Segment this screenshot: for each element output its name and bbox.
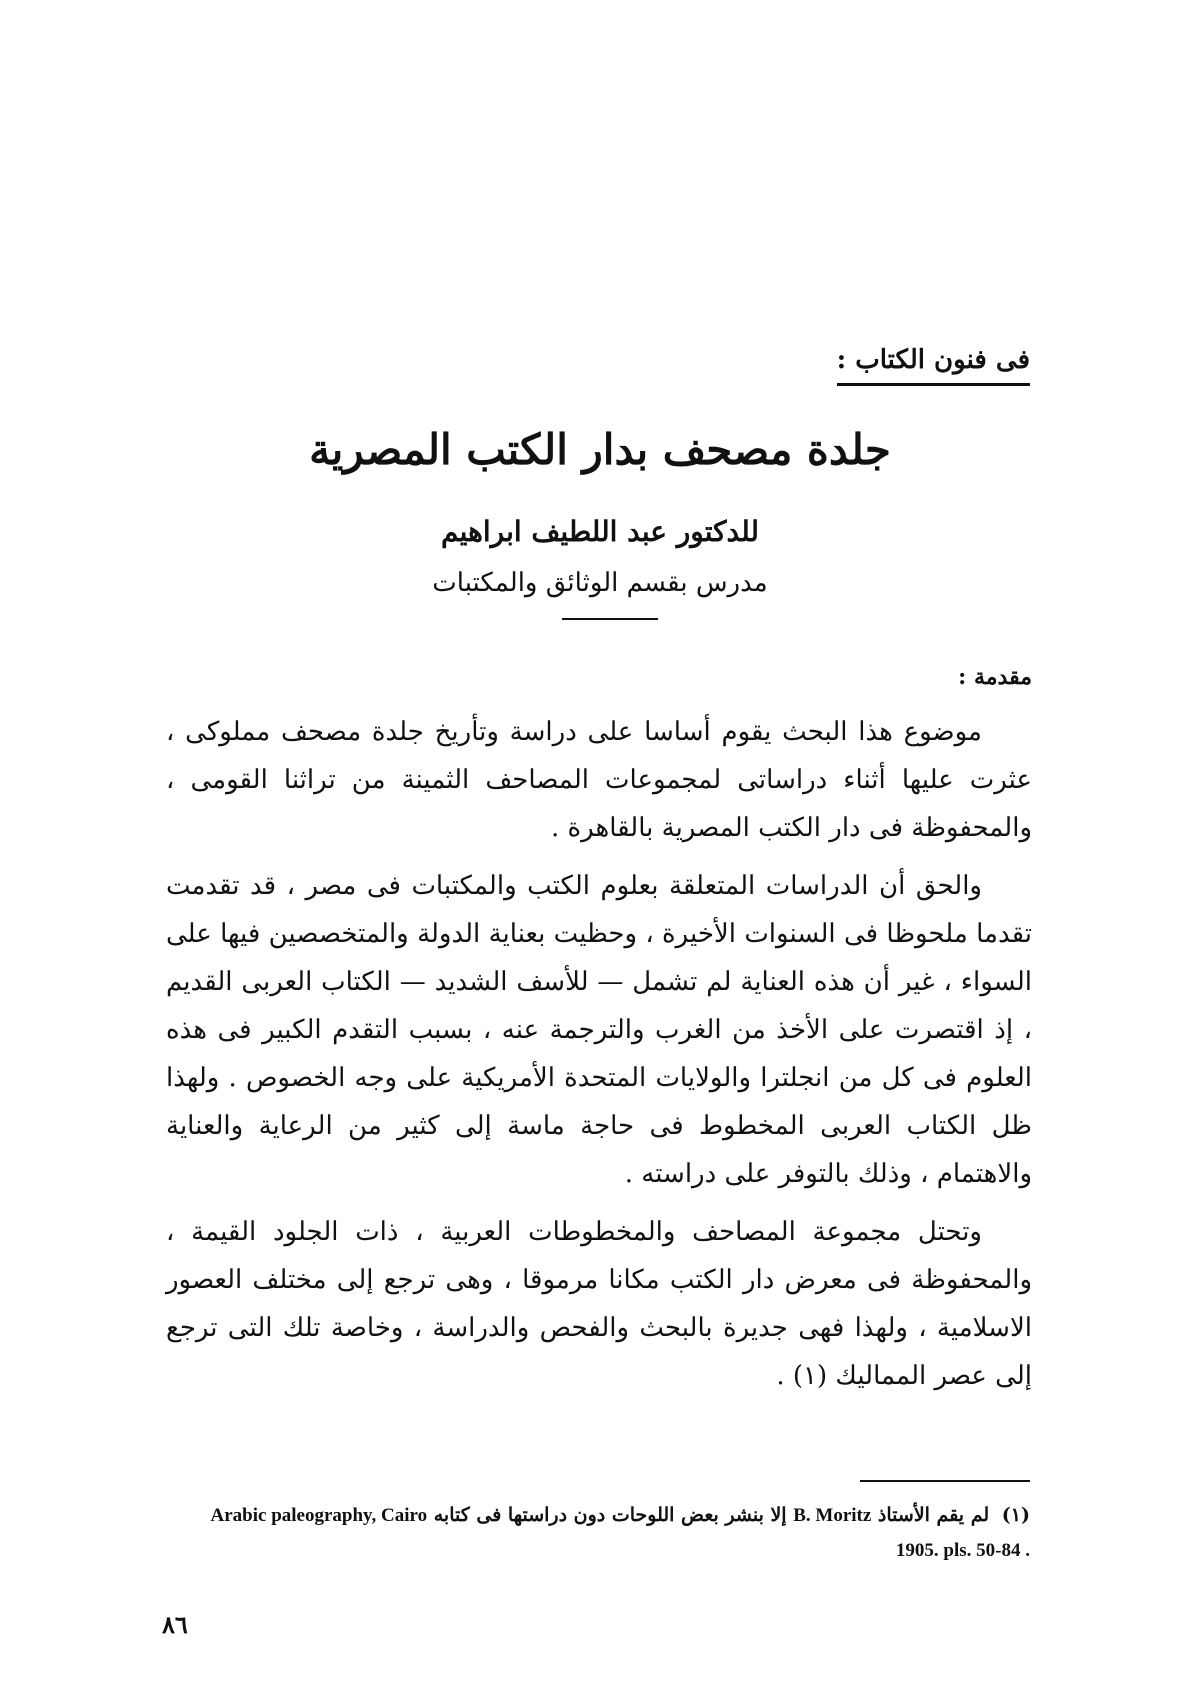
page-number: ٨٦ <box>162 1610 188 1639</box>
paragraph: موضوع هذا البحث يقوم أساسا على دراسة وتأريخ جلدة مصحف مملوكى ، عثرت عليها أثناء دراساتى لمجموعات المصاحف الثمينة من تراثنا القومى ، والمحفوظة فى دار الكتب المصرية بالقاهرة . <box>166 717 1032 843</box>
footnote-author: B. Moritz <box>793 1505 872 1526</box>
footnote-citation: Arabic paleography, Cairo 1905. pls. 50-84 . <box>210 1505 1030 1561</box>
author-name: للدكتور عبد اللطيف ابراهيم <box>441 515 759 548</box>
footnote-marker: (١) <box>1001 1504 1030 1526</box>
author-affiliation: مدرس بقسم الوثائق والمكتبات <box>432 568 768 598</box>
footnote-text-continued: إلا بنشر بعض اللوحات دون دراستها فى كتابه <box>433 1504 787 1526</box>
title-divider <box>562 618 658 620</box>
paragraph: وتحتل مجموعة المصاحف والمخطوطات العربية ، ذات الجلود القيمة ، والمحفوظة فى معرض دار الكتب مكانا مرموقا ، وهى ترجع إلى مختلف العصور الاسلامية ، ولهذا فهى جديرة بالبحث والفحص والدراسة ، وخاصة تلك التى ترجع إلى عصر المماليك (١) . <box>166 1217 1032 1391</box>
footnote-divider <box>860 1480 1030 1482</box>
footnote-text: لم يقم الأستاذ <box>877 1504 990 1526</box>
article-title: جلدة مصحف بدار الكتب المصرية <box>309 425 891 474</box>
paragraph: والحق أن الدراسات المتعلقة بعلوم الكتب والمكتبات فى مصر ، قد تقدمت تقدما ملحوظا فى السنوات الأخيرة ، وحظيت بعناية الدولة والمتخصصين فيها على السواء ، غير أن هذه العناية لم تشمل — للأسف الشديد — الكتاب العربى القديم ، إذ اقتصرت على الأخذ من الغرب والترجمة عنه ، بسبب التقدم الكبير فى هذه العلوم فى كل من انجلترا والولايات المتحدة الأمريكية على وجه الخصوص . ولهذا ظل الكتاب العربى المخطوط فى حاجة ماسة إلى كثير من الرعاية والعناية والاهتمام ، وذلك بالتوفر على دراسته . <box>166 871 1033 1189</box>
section-label: فى فنون الكتاب : <box>837 345 1030 386</box>
intro-heading: مقدمة : <box>958 664 1032 690</box>
footnote <box>164 1498 1030 1568</box>
article-body <box>166 708 1032 1410</box>
